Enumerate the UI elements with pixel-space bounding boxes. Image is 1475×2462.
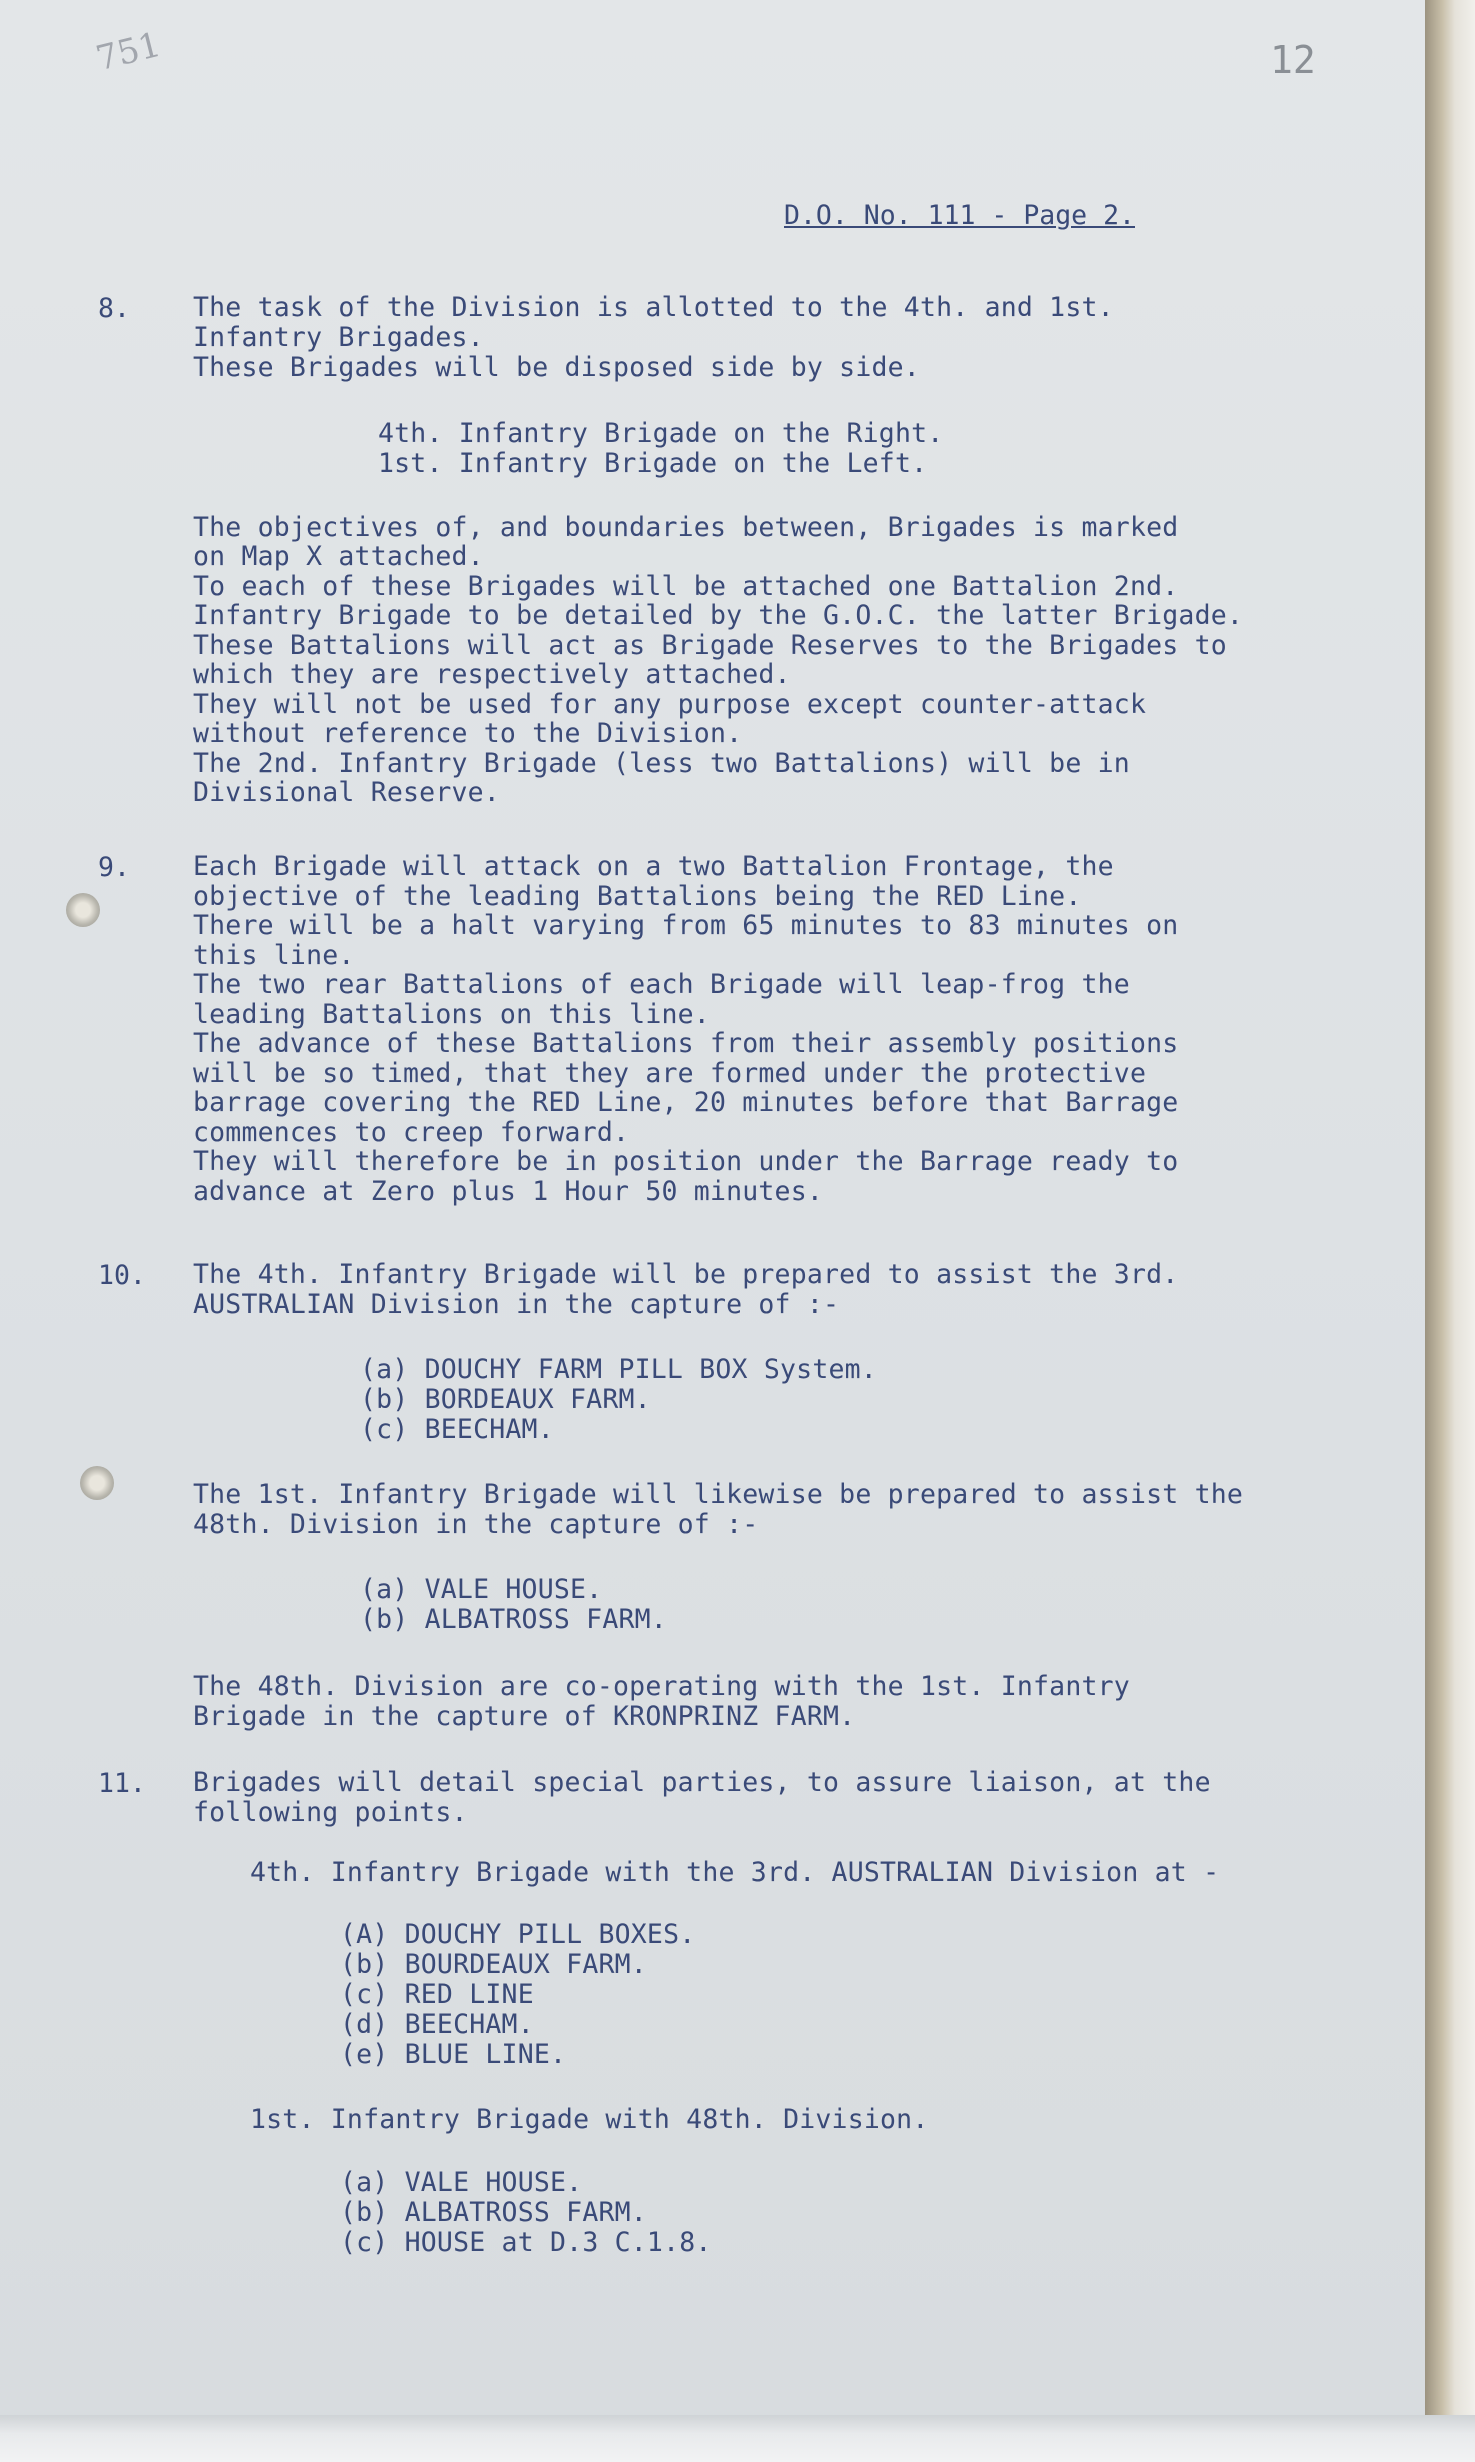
paragraph-line: These Battalions will act as Brigade Reserves to the Brigades to (193, 630, 1227, 661)
paragraph-line: which they are respectively attached. (193, 659, 791, 690)
paragraph-line: The 2nd. Infantry Brigade (less two Battalions) will be in (193, 748, 1130, 779)
paragraph-line: The advance of these Battalions from their assembly positions (193, 1028, 1179, 1059)
punch-hole (80, 1466, 114, 1500)
paragraph-line: Brigade in the capture of KRONPRINZ FARM. (193, 1701, 856, 1732)
archive-mark: 751 (92, 24, 165, 80)
paragraph-number: 11. (98, 1768, 146, 1799)
list-item: (c) HOUSE at D.3 C.1.8. (340, 2227, 712, 2258)
list-item: (b) ALBATROSS FARM. (340, 2197, 647, 2228)
list-item: (c) RED LINE (340, 1979, 534, 2010)
list-item: (A) DOUCHY PILL BOXES. (340, 1919, 696, 1950)
list-item: (a) DOUCHY FARM PILL BOX System. (360, 1354, 877, 1385)
paragraph-line: The 48th. Division are co-operating with the 1st. Infantry (193, 1671, 1130, 1702)
punch-hole (66, 893, 100, 927)
paragraph-line: commences to creep forward. (193, 1117, 630, 1148)
paragraph-line: Infantry Brigade to be detailed by the G.O.C. the latter Brigade. (193, 600, 1244, 631)
paragraph-number: 9. (98, 852, 130, 883)
paragraph-number: 10. (98, 1260, 146, 1291)
paragraph-line: Infantry Brigades. (193, 322, 484, 353)
disposition-line: 4th. Infantry Brigade on the Right. (378, 418, 944, 449)
paragraph-line: Divisional Reserve. (193, 777, 500, 808)
paragraph-line: AUSTRALIAN Division in the capture of :- (193, 1289, 840, 1320)
paragraph-number: 8. (98, 293, 130, 324)
paragraph-line: will be so timed, that they are formed under the protective (193, 1058, 1147, 1089)
list-item: (e) BLUE LINE. (340, 2039, 567, 2070)
page-edge-bottom (0, 2415, 1475, 2462)
page-edge-right (1425, 0, 1475, 2462)
liaison-heading: 1st. Infantry Brigade with 48th. Division. (250, 2104, 929, 2135)
paragraph-line: on Map X attached. (193, 541, 484, 572)
paragraph-line: objective of the leading Battalions being the RED Line. (193, 881, 1082, 912)
document-header: D.O. No. 111 - Page 2. (784, 200, 1135, 231)
list-item: (b) ALBATROSS FARM. (360, 1604, 667, 1635)
list-item: (c) BEECHAM. (360, 1414, 554, 1445)
liaison-heading: 4th. Infantry Brigade with the 3rd. AUSTRALIAN Division at - (250, 1857, 1220, 1888)
page-number: 12 (1270, 38, 1316, 82)
list-item: (d) BEECHAM. (340, 2009, 534, 2040)
paragraph-line: They will not be used for any purpose except counter-attack (193, 689, 1147, 720)
paragraph-line: barrage covering the RED Line, 20 minutes before that Barrage (193, 1087, 1179, 1118)
paragraph-line: The objectives of, and boundaries between, Brigades is marked (193, 512, 1179, 543)
paragraph-line: The 1st. Infantry Brigade will likewise be prepared to assist the (193, 1479, 1244, 1510)
list-item: (b) BOURDEAUX FARM. (340, 1949, 647, 1980)
paragraph-line: To each of these Brigades will be attached one Battalion 2nd. (193, 571, 1179, 602)
paragraph-line: 48th. Division in the capture of :- (193, 1509, 759, 1540)
paragraph-line: There will be a halt varying from 65 minutes to 83 minutes on (193, 910, 1179, 941)
list-item: (a) VALE HOUSE. (340, 2167, 583, 2198)
list-item: (a) VALE HOUSE. (360, 1574, 603, 1605)
paragraph-line: Each Brigade will attack on a two Battalion Frontage, the (193, 851, 1114, 882)
paragraph-line: These Brigades will be disposed side by side. (193, 352, 920, 383)
paragraph-line: this line. (193, 940, 355, 971)
paragraph-line: leading Battalions on this line. (193, 999, 710, 1030)
paragraph-line: advance at Zero plus 1 Hour 50 minutes. (193, 1176, 824, 1207)
paragraph-line: without reference to the Division. (193, 718, 743, 749)
list-item: (b) BORDEAUX FARM. (360, 1384, 651, 1415)
paragraph-line: The 4th. Infantry Brigade will be prepared to assist the 3rd. (193, 1259, 1179, 1290)
paragraph-line: The task of the Division is allotted to the 4th. and 1st. (193, 292, 1114, 323)
paragraph-line: following points. (193, 1797, 468, 1828)
paragraph-line: They will therefore be in position under the Barrage ready to (193, 1146, 1179, 1177)
paragraph-line: Brigades will detail special parties, to assure liaison, at the (193, 1767, 1211, 1798)
paragraph-line: The two rear Battalions of each Brigade will leap-frog the (193, 969, 1130, 1000)
disposition-line: 1st. Infantry Brigade on the Left. (378, 448, 928, 479)
